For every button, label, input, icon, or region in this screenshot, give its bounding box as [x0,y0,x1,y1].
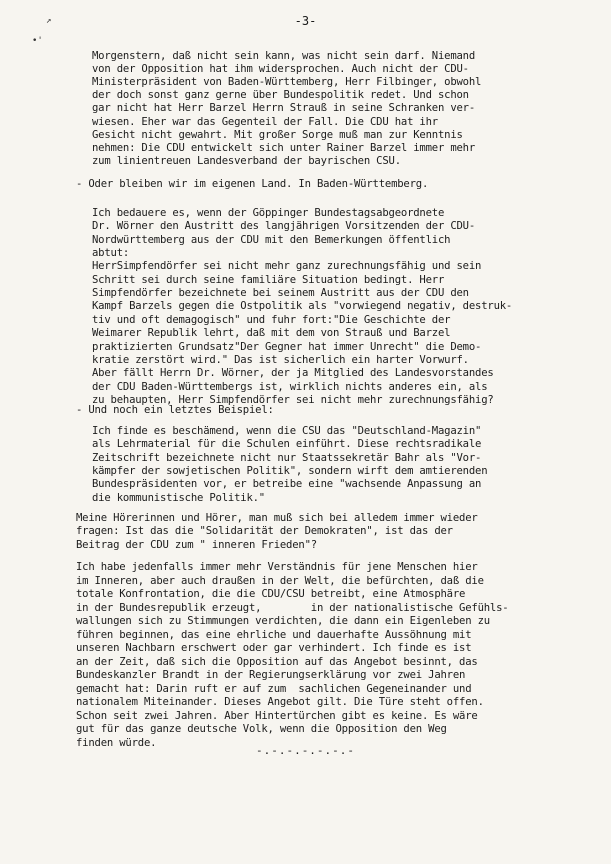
paragraph-line: gar nicht hat Herr Barzel Herrn Strauß in seine Schranken ver- [92,102,476,115]
paragraph-line: Ich finde es beschämend, wenn die CSU das "Deutschland-Magazin" [92,425,482,437]
paragraph-line: Ich bedauere es, wenn der Göppinger Bundestagsabgeordnete [92,207,445,219]
paragraph-line: an der Zeit, daß sich die Opposition auf das Angebot besinnt, das [76,655,478,668]
paragraph-line: Morgenstern, daß nicht sein kann, was nicht sein darf. Niemand [92,50,476,62]
paragraph-line: kämpfer der sowjetischen Politik", sondern wirft dem amtierenden [92,464,488,477]
bullet-line: - Und noch ein letztes Beispiel: [76,404,274,416]
paragraph-line: abtut: [92,247,130,260]
paragraph-line: Schon seit zwei Jahren. Aber Hintertürchen gibt es keine. Es wäre [76,709,478,722]
paragraph-line: Ministerpräsident von Baden-Württemberg, Herr Filbinger, obwohl [92,76,482,89]
paragraph-line: Gesicht nicht gewahrt. Mit großer Sorge muß man zur Kenntnis [92,128,463,141]
paragraph-line: Ich habe jedenfalls immer mehr Verständnis für jene Menschen hier [76,561,478,573]
paragraph-line: Dr. Wörner den Austritt des langjährigen Vorsitzenden der CDU- [92,220,476,233]
paragraph-line: Nordwürttemberg aus der CDU mit den Bemerkungen öffentlich [92,233,451,246]
paragraph-line: wallungen sich zu Stimmungen verdichten, die dann ein Eigenleben zu [76,615,490,627]
paragraph-line: der CDU Baden-Württembergs ist, wirklich nichts anderes ein, als [92,380,488,393]
corner-mark-left: •' [32,36,43,46]
paragraph-line: als Lehrmaterial für die Schulen einführt. Diese rechtsradikale [92,438,482,451]
paragraph-line: nehmen: Die CDU entwickelt sich unter Rainer Barzel immer mehr [92,141,476,154]
paragraph-line: Meine Hörerinnen und Hörer, man muß sich bei alledem immer wieder [76,512,478,524]
end-marker: -.-.-.-.-.-.- [255,744,356,757]
paragraph-line: wiesen. Eher war das Gegenteil der Fall. Die CDU hat ihr [92,115,438,128]
paragraph-line: zu behaupten, Herr Simpfendörfer sei nicht mehr zurechnungsfähig? [92,393,494,406]
paragraph-line: Bundespräsidenten vor, er betreibe eine "wachsende Anpassung an [92,478,482,491]
paragraph-line: gut für das ganze deutsche Volk, wenn die Opposition den Weg [76,723,447,735]
page-number: -3- [294,14,317,28]
paragraph-line: nationalem Miteinander. Dieses Angebot gilt. Die Türe steht offen. [76,696,484,708]
paragraph-line: HerrSimpfendörfer sei nicht mehr ganz zurechnungsfähig und sein [92,260,482,273]
paragraph-line: praktizierten Grundsatz"Der Gegner hat immer Unrecht" die Demo- [92,340,482,353]
paragraph-line: totale Konfrontation, die die CDU/CSU betreibt, eine Atmosphäre [76,588,466,600]
paragraph-line: gemacht hat: Darin ruft er auf zum sachlichen Gegeneinander und [76,682,472,695]
paragraph-line: Zeitschrift bezeichnete nicht nur Staatssekretär Bahr als "Vor- [92,451,482,464]
paragraph-line: Kampf Barzels gegen die Ostpolitik als "vorwiegend negativ, destruk- [92,300,513,313]
paragraph-line: tiv und oft demagogisch" und fuhr fort:"Die Geschichte der [92,313,451,326]
paragraph-line: fragen: Ist das die "Solidarität der Demokraten", ist das der [76,525,453,538]
paragraph-line: Weimarer Republik lehrt, daß mit dem von Strauß und Barzel [92,327,451,340]
paragraph-line: im Inneren, aber auch draußen in der Welt, die befürchten, daß die [76,574,484,587]
paragraph-line: Beitrag der CDU zum " inneren Frieden"? [76,538,317,551]
paragraph-line: finden würde. [76,736,157,749]
paragraph-line: von der Opposition hat ihm widersprochen. Auch nicht der CDU- [92,63,469,76]
paragraph-line: führen beginnen, das eine ehrliche und dauerhafte Aussöhnung mit [76,628,472,641]
bullet-line: - Oder bleiben wir im eigenen Land. In Baden-Württemberg. [76,178,429,190]
paragraph-line: in der Bundesrepublik erzeugt, in der nationalistische Gefühls- [76,601,509,614]
paragraph-line: Bundeskanzler Brandt in der Regierungserklärung vor zwei Jahren [76,669,466,681]
paragraph-line: Simpfendörfer bezeichnete bei seinem Austritt aus der CDU den [92,287,469,300]
paragraph-line: kratie zerstört wird." Das ist sicherlich ein harter Vorwurf. [92,353,469,366]
paragraph-line: Aber fällt Herrn Dr. Wörner, der ja Mitglied des Landesvorstandes [92,367,494,380]
paragraph-line: Schritt sei durch seine familiäre Situation bedingt. Herr [92,273,445,286]
paragraph-line: unseren Nachbarn erschwert oder gar verhindert. Ich finde es ist [76,642,472,654]
corner-mark-top: ↗ [46,16,52,26]
paragraph-line: der doch sonst ganz gerne über Bundespolitik redet. Und schon [92,89,469,102]
paragraph-line: die kommunistische Politik." [92,491,265,504]
paragraph-line: zum linientreuen Landesverband der bayrischen CSU. [92,154,401,167]
